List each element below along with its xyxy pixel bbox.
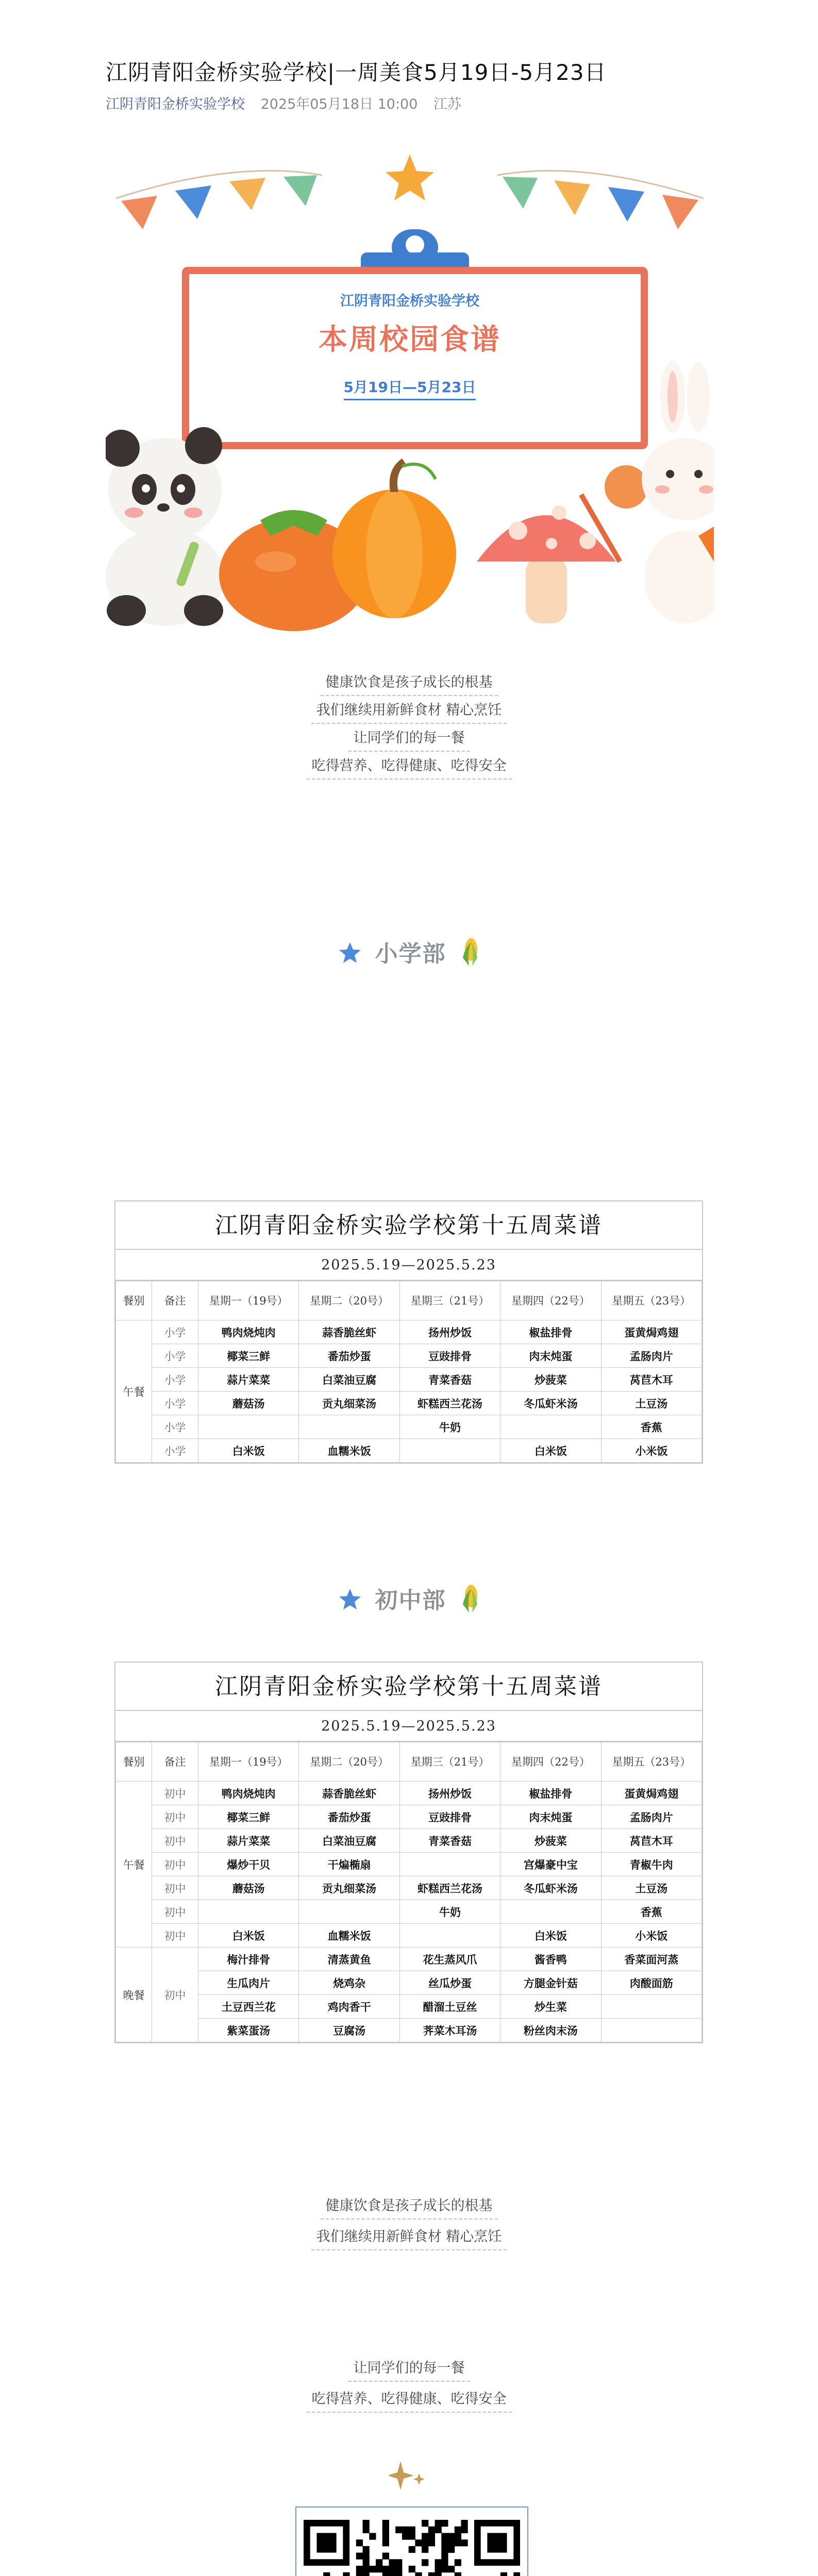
article-title: 江阴青阳金桥实验学校|一周美食5月19日-5月23日 <box>106 60 607 85</box>
dish-cell: 莴苣木耳 <box>601 1368 702 1392</box>
column-header: 星期三（21号） <box>399 1742 500 1782</box>
meal-label: 午餐 <box>116 1320 152 1463</box>
column-header: 星期三（21号） <box>399 1281 500 1320</box>
dish-cell: 扬州炒饭 <box>399 1320 500 1344</box>
table-row <box>116 1947 702 1971</box>
star-icon <box>386 155 434 200</box>
slogan-text: 吃得营养、吃得健康、吃得安全 <box>307 752 512 779</box>
grade-cell: 初中 <box>152 1876 198 1900</box>
menu-dates: 2025.5.19—2025.5.23 <box>115 1250 702 1281</box>
grade-cell: 初中 <box>152 1947 198 2042</box>
menu-grid <box>115 1742 702 2042</box>
dish-cell: 炒生菜 <box>500 1995 601 2019</box>
table-row <box>116 1829 702 1853</box>
dish-cell <box>500 1900 601 1924</box>
dish-cell: 紫菜蛋汤 <box>198 2019 299 2042</box>
slogan-text: 健康饮食是孩子成长的根基 <box>321 2192 498 2219</box>
qr-code[interactable] <box>304 2520 520 2576</box>
grade-cell: 初中 <box>152 1924 198 1947</box>
dish-cell: 孟肠肉片 <box>601 1805 702 1829</box>
meal-label: 午餐 <box>116 1782 152 1947</box>
dish-cell: 鸡肉香干 <box>299 1995 399 2019</box>
column-header: 备注 <box>152 1281 198 1320</box>
grade-cell: 小学 <box>152 1320 198 1344</box>
table-row <box>116 2019 702 2042</box>
dish-cell: 椒盐排骨 <box>500 1320 601 1344</box>
qr-code-frame <box>295 2506 528 2576</box>
grade-cell: 小学 <box>152 1368 198 1392</box>
pumpkin-illustration <box>332 459 456 618</box>
dish-cell: 香蕉 <box>601 1900 702 1924</box>
menu-grid <box>115 1281 702 1463</box>
dish-cell <box>198 1900 299 1924</box>
grade-cell: 小学 <box>152 1392 198 1415</box>
slogan-line <box>0 697 818 724</box>
slogan-text: 我们继续用新鲜食材 精心烹饪 <box>311 697 507 724</box>
dish-cell: 土豆西兰花 <box>198 1995 299 2019</box>
sparkle-icon <box>389 2460 430 2493</box>
grade-cell: 初中 <box>152 1782 198 1805</box>
table-row <box>116 1320 702 1344</box>
slogan-line <box>0 724 818 752</box>
slogan-text: 让同学们的每一餐 <box>348 724 470 752</box>
slogan-text: 我们继续用新鲜食材 精心烹饪 <box>311 2223 507 2250</box>
dish-cell: 孟肠肉片 <box>601 1344 702 1368</box>
grade-cell: 初中 <box>152 1805 198 1829</box>
table-row <box>116 1368 702 1392</box>
dish-cell: 白米饭 <box>500 1924 601 1947</box>
dish-cell: 白米饭 <box>198 1924 299 1947</box>
column-header: 星期二（20号） <box>299 1742 399 1782</box>
dish-cell: 椰菜三鲜 <box>198 1805 299 1829</box>
dish-cell: 蘑菇汤 <box>198 1392 299 1415</box>
slogan-line <box>0 2223 818 2250</box>
dish-cell: 豆豉排骨 <box>399 1805 500 1829</box>
column-header: 星期二（20号） <box>299 1281 399 1320</box>
dish-cell: 鸭肉烧炖肉 <box>198 1320 299 1344</box>
grade-cell: 小学 <box>152 1415 198 1439</box>
grade-cell: 初中 <box>152 1900 198 1924</box>
slogan-text: 健康饮食是孩子成长的根基 <box>321 669 498 696</box>
meal-label: 晚餐 <box>116 1947 152 2042</box>
dish-cell: 虾糕西兰花汤 <box>399 1392 500 1415</box>
hero-dates-text: 5月19日—5月23日 <box>344 379 476 400</box>
panda-illustration <box>106 427 224 626</box>
primary-menu-table <box>114 1200 703 1464</box>
publish-date: 2025年05月18日 10:00 <box>260 96 418 112</box>
dish-cell: 血糯米饭 <box>299 1924 399 1947</box>
dish-cell: 冬瓜虾米汤 <box>500 1876 601 1900</box>
dish-cell: 贡丸细菜汤 <box>299 1876 399 1900</box>
dish-cell: 方腿金针菇 <box>500 1971 601 1995</box>
dish-cell: 蘑菇汤 <box>198 1876 299 1900</box>
dish-cell: 蒜片菜菜 <box>198 1368 299 1392</box>
dish-cell: 肉末炖蛋 <box>500 1344 601 1368</box>
dish-cell: 粉丝肉末汤 <box>500 2019 601 2042</box>
dish-cell: 炒菠菜 <box>500 1829 601 1853</box>
dish-cell: 白菜油豆腐 <box>299 1829 399 1853</box>
table-row <box>116 1782 702 1805</box>
slogan-line <box>0 752 818 779</box>
dish-cell: 肉酸面筋 <box>601 1971 702 1995</box>
table-row <box>116 1924 702 1947</box>
table-row <box>116 1439 702 1463</box>
dish-cell: 牛奶 <box>399 1415 500 1439</box>
slogan-line <box>0 2354 818 2382</box>
slogan-text: 让同学们的每一餐 <box>348 2354 470 2382</box>
table-row <box>116 1415 702 1439</box>
table-row <box>116 1876 702 1900</box>
dish-cell: 青椒牛肉 <box>601 1853 702 1876</box>
dish-cell: 爆炒干贝 <box>198 1853 299 1876</box>
dish-cell: 土豆汤 <box>601 1876 702 1900</box>
corn-icon <box>460 937 480 974</box>
table-row <box>116 1971 702 1995</box>
dish-cell: 酱香鸭 <box>500 1947 601 1971</box>
grade-cell: 初中 <box>152 1853 198 1876</box>
dish-cell: 虾糕西兰花汤 <box>399 1876 500 1900</box>
dish-cell: 烧鸡杂 <box>299 1971 399 1995</box>
slogan-line <box>0 2192 818 2219</box>
rabbit-illustration <box>642 361 714 623</box>
section-heading-middle <box>0 1582 818 1620</box>
slogan-line <box>0 2385 818 2413</box>
dish-cell: 扬州炒饭 <box>399 1782 500 1805</box>
publish-location: 江苏 <box>433 96 462 112</box>
slogan-line <box>0 669 818 696</box>
dish-cell: 宫爆豪中宝 <box>500 1853 601 1876</box>
dish-cell: 花生蒸风爪 <box>399 1947 500 1971</box>
column-header: 餐别 <box>116 1742 152 1782</box>
dish-cell: 椰菜三鲜 <box>198 1344 299 1368</box>
column-header: 餐别 <box>116 1281 152 1320</box>
dish-cell: 蛋黄焗鸡翅 <box>601 1782 702 1805</box>
dish-cell: 丝瓜炒蛋 <box>399 1971 500 1995</box>
section-title: 小学部 <box>375 941 446 967</box>
dish-cell: 贡丸细菜汤 <box>299 1392 399 1415</box>
column-header: 星期一（19号） <box>198 1281 299 1320</box>
grade-cell: 初中 <box>152 1829 198 1853</box>
dish-cell: 醋溜土豆丝 <box>399 1995 500 2019</box>
article-meta <box>106 93 473 113</box>
dish-cell: 清蒸黄鱼 <box>299 1947 399 1971</box>
dish-cell: 莴苣木耳 <box>601 1829 702 1853</box>
hero-school-name: 江阴青阳金桥实验学校 <box>340 293 479 309</box>
dish-cell: 炒菠菜 <box>500 1368 601 1392</box>
dish-cell: 青菜香菇 <box>399 1829 500 1853</box>
dish-cell: 血糯米饭 <box>299 1439 399 1463</box>
hero-heading: 本周校园食谱 <box>319 323 501 357</box>
dish-cell: 蒜香脆丝虾 <box>299 1782 399 1805</box>
dish-cell: 白米饭 <box>198 1439 299 1463</box>
column-header: 星期五（23号） <box>601 1742 702 1782</box>
table-row <box>116 1392 702 1415</box>
dish-cell: 豆腐汤 <box>299 2019 399 2042</box>
menu-title: 江阴青阳金桥实验学校第十五周菜谱 <box>115 1663 702 1711</box>
column-header: 星期一（19号） <box>198 1742 299 1782</box>
column-header: 备注 <box>152 1742 198 1782</box>
dish-cell: 冬瓜虾米汤 <box>500 1392 601 1415</box>
dish-cell <box>500 1415 601 1439</box>
table-row <box>116 1900 702 1924</box>
table-row <box>116 1344 702 1368</box>
menu-title: 江阴青阳金桥实验学校第十五周菜谱 <box>115 1201 702 1250</box>
dish-cell: 蛋黄焗鸡翅 <box>601 1320 702 1344</box>
corn-icon <box>460 1584 480 1620</box>
dish-cell: 香蕉 <box>601 1415 702 1439</box>
dish-cell: 香菜面河蒸 <box>601 1947 702 1971</box>
middle-menu-table <box>114 1662 703 2043</box>
menu-dates: 2025.5.19—2025.5.23 <box>115 1711 702 1742</box>
slogan-text: 吃得营养、吃得健康、吃得安全 <box>307 2385 512 2413</box>
section-title: 初中部 <box>375 1587 446 1614</box>
dish-cell: 蒜香脆丝虾 <box>299 1320 399 1344</box>
dish-cell: 豆豉排骨 <box>399 1344 500 1368</box>
account-name[interactable]: 江阴青阳金桥实验学校 <box>106 96 245 112</box>
column-header: 星期五（23号） <box>601 1281 702 1320</box>
dish-cell <box>601 1995 702 2019</box>
dish-cell <box>399 1853 500 1876</box>
dish-cell: 小米饭 <box>601 1924 702 1947</box>
dish-cell: 肉末炖蛋 <box>500 1805 601 1829</box>
dish-cell <box>399 1439 500 1463</box>
dish-cell: 青菜香菇 <box>399 1368 500 1392</box>
dish-cell <box>198 1415 299 1439</box>
grade-cell: 小学 <box>152 1344 198 1368</box>
grade-cell: 小学 <box>152 1439 198 1463</box>
dish-cell <box>399 1924 500 1947</box>
dish-cell <box>299 1900 399 1924</box>
dish-cell: 生瓜肉片 <box>198 1971 299 1995</box>
dish-cell: 牛奶 <box>399 1900 500 1924</box>
column-header: 星期四（22号） <box>500 1742 601 1782</box>
dish-cell: 椒盐排骨 <box>500 1782 601 1805</box>
table-row <box>116 1853 702 1876</box>
header-row <box>116 1281 702 1320</box>
dish-cell: 番茄炒蛋 <box>299 1344 399 1368</box>
star-icon <box>338 941 362 970</box>
dish-cell: 荠菜木耳汤 <box>399 2019 500 2042</box>
dish-cell: 干煸椭扇 <box>299 1853 399 1876</box>
table-row <box>116 1805 702 1829</box>
column-header: 星期四（22号） <box>500 1281 601 1320</box>
dish-cell: 白米饭 <box>500 1439 601 1463</box>
dish-cell: 梅汁排骨 <box>198 1947 299 1971</box>
table-row <box>116 1995 702 2019</box>
dish-cell: 土豆汤 <box>601 1392 702 1415</box>
bunting-left <box>121 175 317 229</box>
dish-cell <box>601 2019 702 2042</box>
dish-cell <box>299 1415 399 1439</box>
dish-cell: 鸭肉烧炖肉 <box>198 1782 299 1805</box>
header-row <box>116 1742 702 1782</box>
dish-cell: 蒜片菜菜 <box>198 1829 299 1853</box>
dish-cell: 白菜油豆腐 <box>299 1368 399 1392</box>
dish-cell: 小米饭 <box>601 1439 702 1463</box>
hero-banner <box>106 129 714 639</box>
section-heading-primary <box>0 935 818 974</box>
star-icon <box>338 1588 362 1616</box>
hero-dates <box>106 376 714 397</box>
bunting-right <box>503 177 698 229</box>
dish-cell: 番茄炒蛋 <box>299 1805 399 1829</box>
